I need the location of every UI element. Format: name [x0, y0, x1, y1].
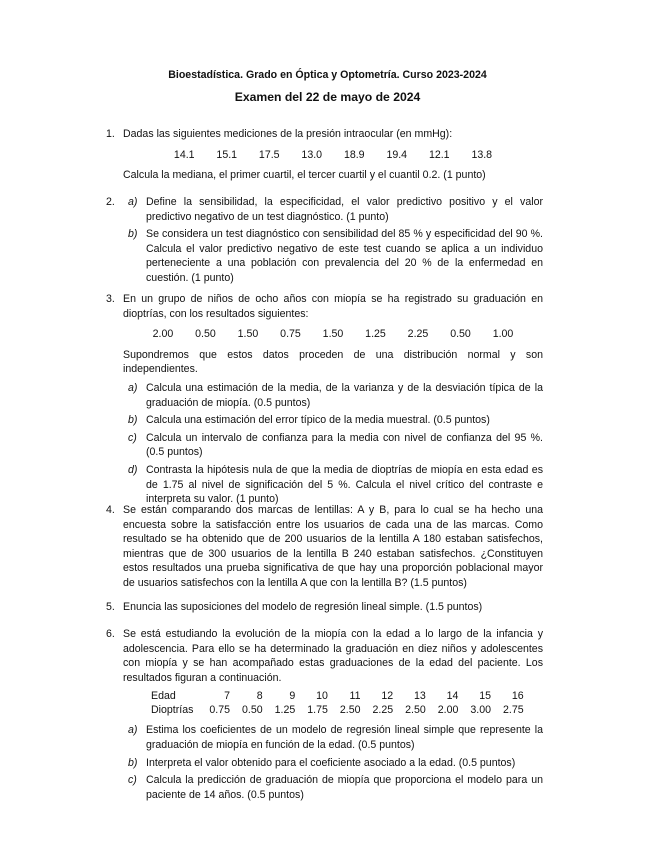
table-cell: 2.50 [339, 704, 361, 717]
question-text: Enuncia las suposiciones del modelo de regresión lineal simple. (1.5 puntos) [123, 601, 483, 613]
subquestion-b [123, 227, 543, 285]
table-cell: 13 [413, 690, 426, 703]
question-text: Se está estudiando la evolución de la miopía con la edad a lo largo de la infancia y adolescencia. Para ello se ha determinado la graduación en diez niños y adolescentes con miopía y se han acompañado estas graduaciones de la edad del paciente. Los resultados figuran a continuación. [123, 628, 543, 684]
subquestion-text: Define la sensibilidad, la especificidad, el valor predictivo positivo y el valor predictivo negativo de un test diagnóstico. (1 punto) [146, 196, 543, 223]
table-cell: 3.00 [470, 704, 492, 717]
subquestion-text: Se considera un test diagnóstico con sensibilidad del 85 % y especificidad del 90 %. Calcula el valor predictivo negativo de este test cuando se aplica a un individuo perteneciente a una población con prevalencia del 20 % de la enfermedad en cuestión. (1 punto) [146, 228, 543, 284]
question-6 [106, 627, 543, 802]
table-cell: 9 [289, 690, 296, 703]
question-text: Se están comparando dos marcas de lentillas: A y B, para lo cual se ha hecho una encuesta sobre la satisfacción entre los usuarios de cada una de las marcas. Como resultado se ha obtenido que de 200 usuarios de la lentilla A 180 estaban satisfechos, mientras que de 300 usuarios de la lentilla B 240 estaban satisfechos. ¿Constituyen estos resultados una prueba significativa de que hay una proporción poblacional mayor de usuarios satisfechos con la lentilla A que con la lentilla B? (1.5 puntos) [123, 504, 543, 589]
question-assumption: Supondremos que estos datos proceden de una distribución normal y son independientes. [123, 348, 543, 376]
question-number: 5. [106, 601, 115, 613]
subquestion-b [123, 413, 543, 428]
subquestion-a [123, 723, 543, 752]
question-task: Calcula la mediana, el primer cuartil, el tercer cuartil y el cuantil 0.2. (1 punto) [123, 169, 486, 182]
question-number: 2. [106, 196, 115, 208]
subquestion-a [123, 195, 543, 224]
subquestion-b [123, 756, 543, 771]
subquestion-c [123, 431, 543, 460]
data-values: 2.00 0.50 1.50 0.75 1.50 1.25 2.25 0.50 1.00 [152, 328, 514, 341]
question-2 [106, 195, 543, 286]
question-number: 4. [106, 504, 115, 516]
question-text: En un grupo de niños de ocho años con miopía se ha registrado su graduación en dioptrías, con los resultados siguientes: [123, 293, 543, 320]
table-cell: 2.00 [437, 704, 459, 717]
subquestion-label: c) [128, 431, 137, 444]
table-cell: 11 [349, 690, 361, 703]
subquestion-text: Calcula una estimación del error típico de la media muestral. (0.5 puntos) [146, 414, 490, 427]
subquestion-label: a) [128, 724, 138, 737]
table-cell: 10 [316, 690, 328, 703]
row-label: Edad [151, 690, 176, 703]
question-5 [106, 600, 543, 615]
table-cell: 0.75 [209, 704, 231, 717]
row-label: Dioptrías [151, 704, 194, 717]
question-number: 1. [106, 128, 115, 140]
subquestion-text: Calcula un intervalo de confianza para la media con nivel de confianza del 95 %. (0.5 puntos) [146, 431, 543, 459]
subquestion-label: b) [128, 756, 138, 769]
question-4 [106, 503, 543, 591]
subquestion-label: b) [128, 228, 138, 241]
table-cell: 1.75 [307, 704, 328, 717]
subquestion-label: d) [128, 463, 138, 476]
subquestion-a [123, 381, 543, 410]
course-title: Bioestadística. Grado en Óptica y Optometría. Curso 2023-2024 [168, 69, 487, 81]
age-diopter-table [145, 689, 530, 717]
table-cell: 15 [479, 690, 492, 703]
subquestion-text: Calcula la predicción de graduación de miopía que proporciona el modelo para un paciente de 14 años. (0.5 puntos) [146, 774, 543, 801]
table-cell: 7 [224, 690, 231, 703]
subquestion-label: a) [128, 381, 138, 394]
question-3 [106, 292, 543, 507]
subquestion-text: Calcula una estimación de la media, de la varianza y de la desviación típica de la graduación de miopía. (0.5 puntos) [146, 381, 543, 409]
table-row-diopters [145, 703, 530, 717]
table-cell: 0.50 [242, 704, 263, 717]
table-cell: 16 [511, 690, 524, 703]
table-cell: 8 [256, 690, 263, 703]
table-cell: 14 [446, 690, 459, 703]
data-values: 14.1 15.1 17.5 13.0 18.9 19.4 12.1 13.8 [173, 148, 493, 161]
table-cell: 2.25 [372, 704, 394, 717]
question-1 [106, 127, 543, 183]
table-cell: 12 [381, 690, 394, 703]
subquestion-c [123, 773, 543, 802]
question-number: 6. [106, 628, 115, 640]
subquestion-label: a) [128, 196, 138, 208]
exam-date-title: Examen del 22 de mayo de 2024 [234, 90, 421, 104]
table-cell: 2.75 [503, 704, 524, 717]
table-cell: 2.50 [405, 704, 426, 717]
table-cell: 1.25 [274, 704, 296, 717]
subquestion-text: Estima los coeficientes de un modelo de regresión lineal simple que represente la graduación de miopía en función de la edad. (0.5 puntos) [146, 724, 543, 751]
question-number: 3. [106, 293, 115, 305]
subquestion-text: Contrasta la hipótesis nula de que la media de dioptrías de miopía en esta edad es de 1.75 al nivel de significación del 5 %. Calcula el nivel crítico del contraste e interpreta su valor. (1 punto) [146, 463, 543, 506]
table-row-age [145, 689, 530, 703]
subquestion-label: b) [128, 414, 138, 427]
subquestion-text: Interpreta el valor obtenido para el coeficiente asociado a la edad. (0.5 puntos) [146, 756, 516, 769]
subquestion-label: c) [128, 774, 137, 787]
subquestion-d [123, 463, 543, 507]
question-text: Dadas las siguientes mediciones de la presión intraocular (en mmHg): [123, 128, 453, 140]
